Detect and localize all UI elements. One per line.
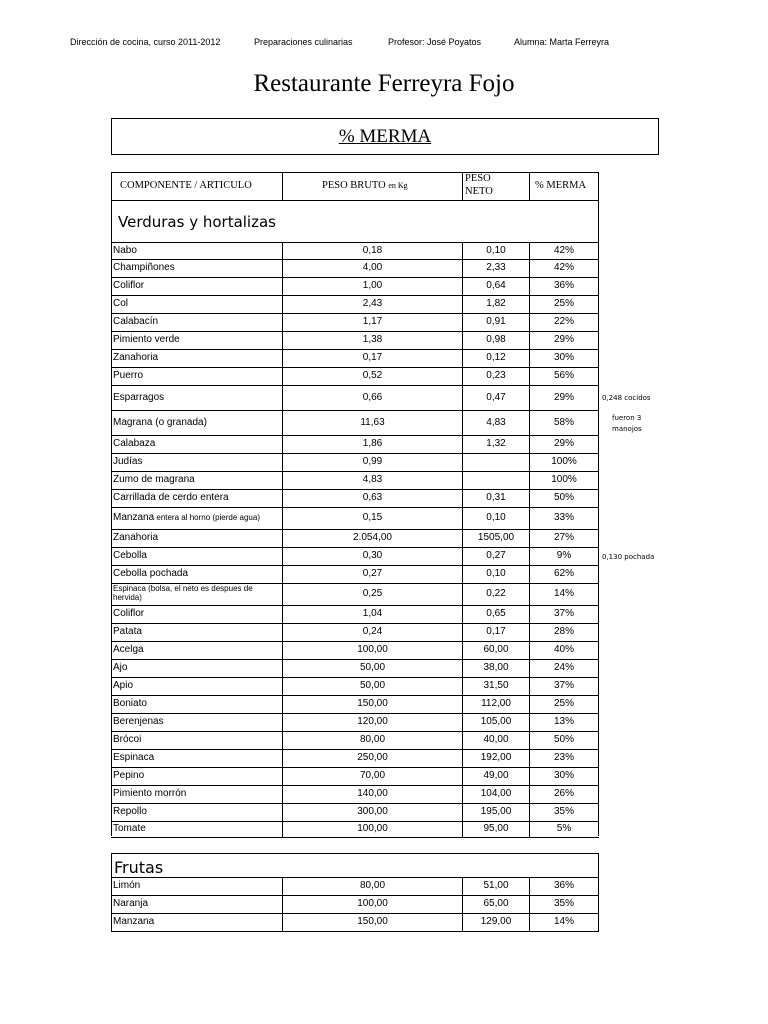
row-name: Zanahoria [113,532,159,543]
row-gross: 80,00 [359,734,386,745]
row-merma: 42% [553,245,574,256]
fruit-gross: 150,00 [357,916,388,927]
fruit-gross: 100,00 [357,898,388,909]
fruit-row-rule [111,895,599,896]
row-name: Puerro [113,370,144,381]
header-net-1: PESO [465,173,491,184]
fruit-net: 129,00 [480,916,512,927]
fruit-name: Limón [113,880,141,891]
row-rule [111,695,599,696]
row-merma: 14% [553,588,574,599]
row-gross: 140,00 [357,788,388,799]
row-merma: 25% [553,298,574,309]
row-merma: 40% [553,644,574,655]
row-net: 104,00 [480,788,512,799]
row-merma: 9% [556,550,572,561]
row-net: 0,31 [486,492,506,503]
row-net: 0,27 [486,550,506,561]
row-net: 0,64 [486,280,506,291]
teacher-label: Profesor: José Poyatos [388,37,482,47]
row-merma: 27% [553,532,574,543]
row-net: 31,50 [483,680,509,691]
row-name: Manzana entera al horno (pierde agua) [113,512,260,523]
row-name: Coliflor [113,280,145,291]
row-name: Pepino [113,770,145,781]
row-net: 0,91 [486,316,506,327]
row-rule [111,435,599,436]
row-gross: 0,24 [362,626,383,637]
section-rule [111,242,599,243]
row-net: 0,17 [486,626,506,637]
row-net: 38,00 [483,662,509,673]
row-gross: 0,27 [362,568,383,579]
row-gross: 1,17 [362,316,383,327]
row-net: 0,65 [486,608,506,619]
header-gross-unit: en Kg [388,181,408,190]
row-name: Repollo [113,806,147,817]
row-net: 105,00 [480,716,512,727]
row-gross: 0,63 [362,492,383,503]
row-gross: 4,00 [362,262,383,273]
row-merma: 30% [553,352,574,363]
row-gross: 300,00 [357,806,388,817]
row-net: 1505,00 [477,532,515,543]
row-name: Berenjenas [113,716,164,727]
row-merma: 30% [553,770,574,781]
row-name: Coliflor [113,608,145,619]
subject-label: Preparaciones culinarias [254,37,353,47]
row-merma: 25% [553,698,574,709]
row-name: Calabacín [113,316,159,327]
row-name: Espinaca [113,752,155,763]
row-merma: 42% [553,262,574,273]
row-rule [111,641,599,642]
row-rule [111,547,599,548]
row-merma: 26% [553,788,574,799]
row-name-note: entera al horno (pierde agua) [154,513,260,522]
row-name: Nabo [113,245,137,256]
row-rule [111,349,599,350]
column-rule [462,471,463,489]
row-merma: 62% [553,568,574,579]
fruit-gross: 80,00 [359,880,386,891]
row-gross: 0,66 [362,392,383,403]
row-merma: 5% [556,823,572,834]
row-gross: 1,04 [362,608,383,619]
section-title-vegetables: Verduras y hortalizas [118,213,276,231]
row-gross: 0,52 [362,370,383,381]
row-net: 0,23 [486,370,506,381]
subtitle: % MERMA [338,126,432,147]
row-name: Zumo de magrana [113,474,195,485]
fruit-net: 51,00 [483,880,509,891]
row-net: 112,00 [481,698,511,709]
row-rule [111,331,599,332]
row-rule [111,821,599,822]
row-gross: 100,00 [357,823,388,834]
row-rule [111,605,599,606]
row-merma: 22% [553,316,574,327]
table-top-rule [111,172,599,173]
row-name: Judías [113,456,143,467]
row-net: 0,47 [486,392,506,403]
row-name: Cebolla pochada [113,568,189,579]
fruit-row-rule [111,931,599,932]
header-bottom-rule [111,200,599,201]
row-name: Acelga [113,644,144,655]
fruit-row-rule [111,913,599,914]
row-net: 49,00 [483,770,509,781]
header-column-rule [282,172,283,201]
row-rule [111,277,599,278]
table-left-rule [111,172,112,836]
row-rule [111,385,599,386]
row-merma: 100% [551,456,577,467]
row-gross: 0,17 [362,352,383,363]
row-name-line2: hervida) [113,593,142,602]
row-rule [111,529,599,530]
row-name: Champiñones [113,262,175,273]
row-merma: 100% [551,474,577,485]
row-net: 95,00 [483,823,509,834]
row-net: 0,10 [486,512,506,523]
row-rule [111,507,599,508]
row-name: Apio [113,680,134,691]
row-merma: 24% [553,662,574,673]
row-merma: 58% [553,417,574,428]
row-name: Zanahoria [113,352,159,363]
row-net: 1,32 [486,438,506,449]
row-rule [111,677,599,678]
row-net: 40,00 [483,734,509,745]
row-name: Calabaza [113,438,156,449]
row-rule [111,410,599,411]
row-merma: 37% [553,608,574,619]
note-esparragos: 0,248 cocidos [602,394,651,402]
row-rule [111,367,599,368]
header-gross: PESO BRUTO en Kg [322,180,408,191]
row-net: 0,10 [486,245,506,256]
row-name: Esparragos [113,392,165,403]
row-gross: 0,18 [362,245,383,256]
row-gross: 70,00 [359,770,386,781]
row-rule [111,471,599,472]
row-gross: 100,00 [357,644,388,655]
row-name: Ajo [113,662,128,673]
fruit-name: Naranja [113,898,149,909]
row-gross: 150,00 [357,698,388,709]
row-rule [111,785,599,786]
row-net: 2,33 [486,262,506,273]
row-gross: 120,00 [357,716,388,727]
row-merma: 50% [553,734,574,745]
row-name: Patata [113,626,142,637]
row-name: Boniato [113,698,147,709]
row-net: 1,82 [486,298,506,309]
row-rule [111,837,599,838]
row-gross: 250,00 [357,752,388,763]
row-net: 192,00 [480,752,512,763]
row-gross: 4,83 [362,474,383,485]
row-merma: 35% [553,806,574,817]
row-merma: 28% [553,626,574,637]
row-merma: 23% [553,752,574,763]
row-name: Espinaca (bolsa, el neto es despues de [113,584,253,593]
row-gross: 11,63 [360,417,385,428]
row-merma: 29% [553,438,574,449]
row-rule [111,489,599,490]
row-name: Cebolla [113,550,147,561]
row-merma: 33% [553,512,574,523]
row-net: 4,83 [486,417,506,428]
course-label: Dirección de cocina, curso 2011-2012 [70,37,221,47]
row-name: Pimiento morrón [113,788,187,799]
row-name: Brócoi [113,734,142,745]
fruit-merma: 36% [553,880,574,891]
fruits-right-rule [598,853,599,932]
row-merma: 13% [553,716,574,727]
row-rule [111,767,599,768]
fruit-merma: 14% [553,916,574,927]
row-merma: 56% [553,370,574,381]
row-rule [111,623,599,624]
row-merma: 37% [553,680,574,691]
row-net: 0,12 [486,352,506,363]
column-rule [462,453,463,471]
section-title-fruits: Frutas [114,858,164,877]
note-magrana-1: fueron 3 [612,414,642,422]
header-merma: % MERMA [535,180,587,191]
row-rule [111,713,599,714]
row-gross: 1,86 [362,438,383,449]
row-net: 0,10 [486,568,506,579]
row-rule [111,659,599,660]
row-name: Carrillada de cerdo entera [113,492,229,503]
row-merma: 29% [553,392,574,403]
student-label: Alumna: Marta Ferreyra [514,37,610,47]
row-gross: 2.054,00 [353,532,392,543]
row-rule [111,295,599,296]
row-gross: 0,25 [362,588,383,599]
row-gross: 0,15 [362,512,383,523]
row-rule [111,803,599,804]
row-rule [111,731,599,732]
row-merma: 50% [553,492,574,503]
row-name: Pimiento verde [113,334,180,345]
header-component: COMPONENTE / ARTICULO [120,180,252,191]
fruit-merma: 35% [553,898,574,909]
row-gross: 50,00 [359,680,386,691]
subtitle-box [111,118,659,155]
row-merma: 29% [553,334,574,345]
note-magrana-2: manojos [612,425,642,433]
row-merma: 36% [553,280,574,291]
header-column-rule [529,172,530,201]
header-net-2: NETO [465,186,493,197]
fruit-net: 65,00 [483,898,509,909]
row-gross: 1,38 [362,334,383,345]
row-name: Tomate [113,823,146,834]
row-net: 0,98 [486,334,506,345]
row-rule [111,453,599,454]
row-gross: 0,30 [362,550,383,561]
table-right-rule [598,172,599,836]
row-gross: 50,00 [359,662,386,673]
row-rule [111,749,599,750]
fruits-top-rule [111,853,599,854]
page-title: Restaurante Ferreyra Fojo [253,70,515,97]
fruit-name: Manzana [113,916,155,927]
header-column-rule [462,172,463,201]
row-gross: 1,00 [362,280,383,291]
fruits-left-rule [111,853,112,932]
row-name: Magrana (o granada) [113,417,207,428]
fruits-section-rule [111,877,599,878]
row-gross: 2,43 [362,298,383,309]
row-net: 195,00 [480,806,512,817]
row-net: 0,22 [486,588,506,599]
row-rule [111,259,599,260]
row-rule [111,313,599,314]
note-cebolla: 0,130 pochada [602,553,655,561]
row-rule [111,565,599,566]
row-name: Col [113,298,129,309]
row-gross: 0,99 [362,456,383,467]
row-net: 60,00 [483,644,509,655]
